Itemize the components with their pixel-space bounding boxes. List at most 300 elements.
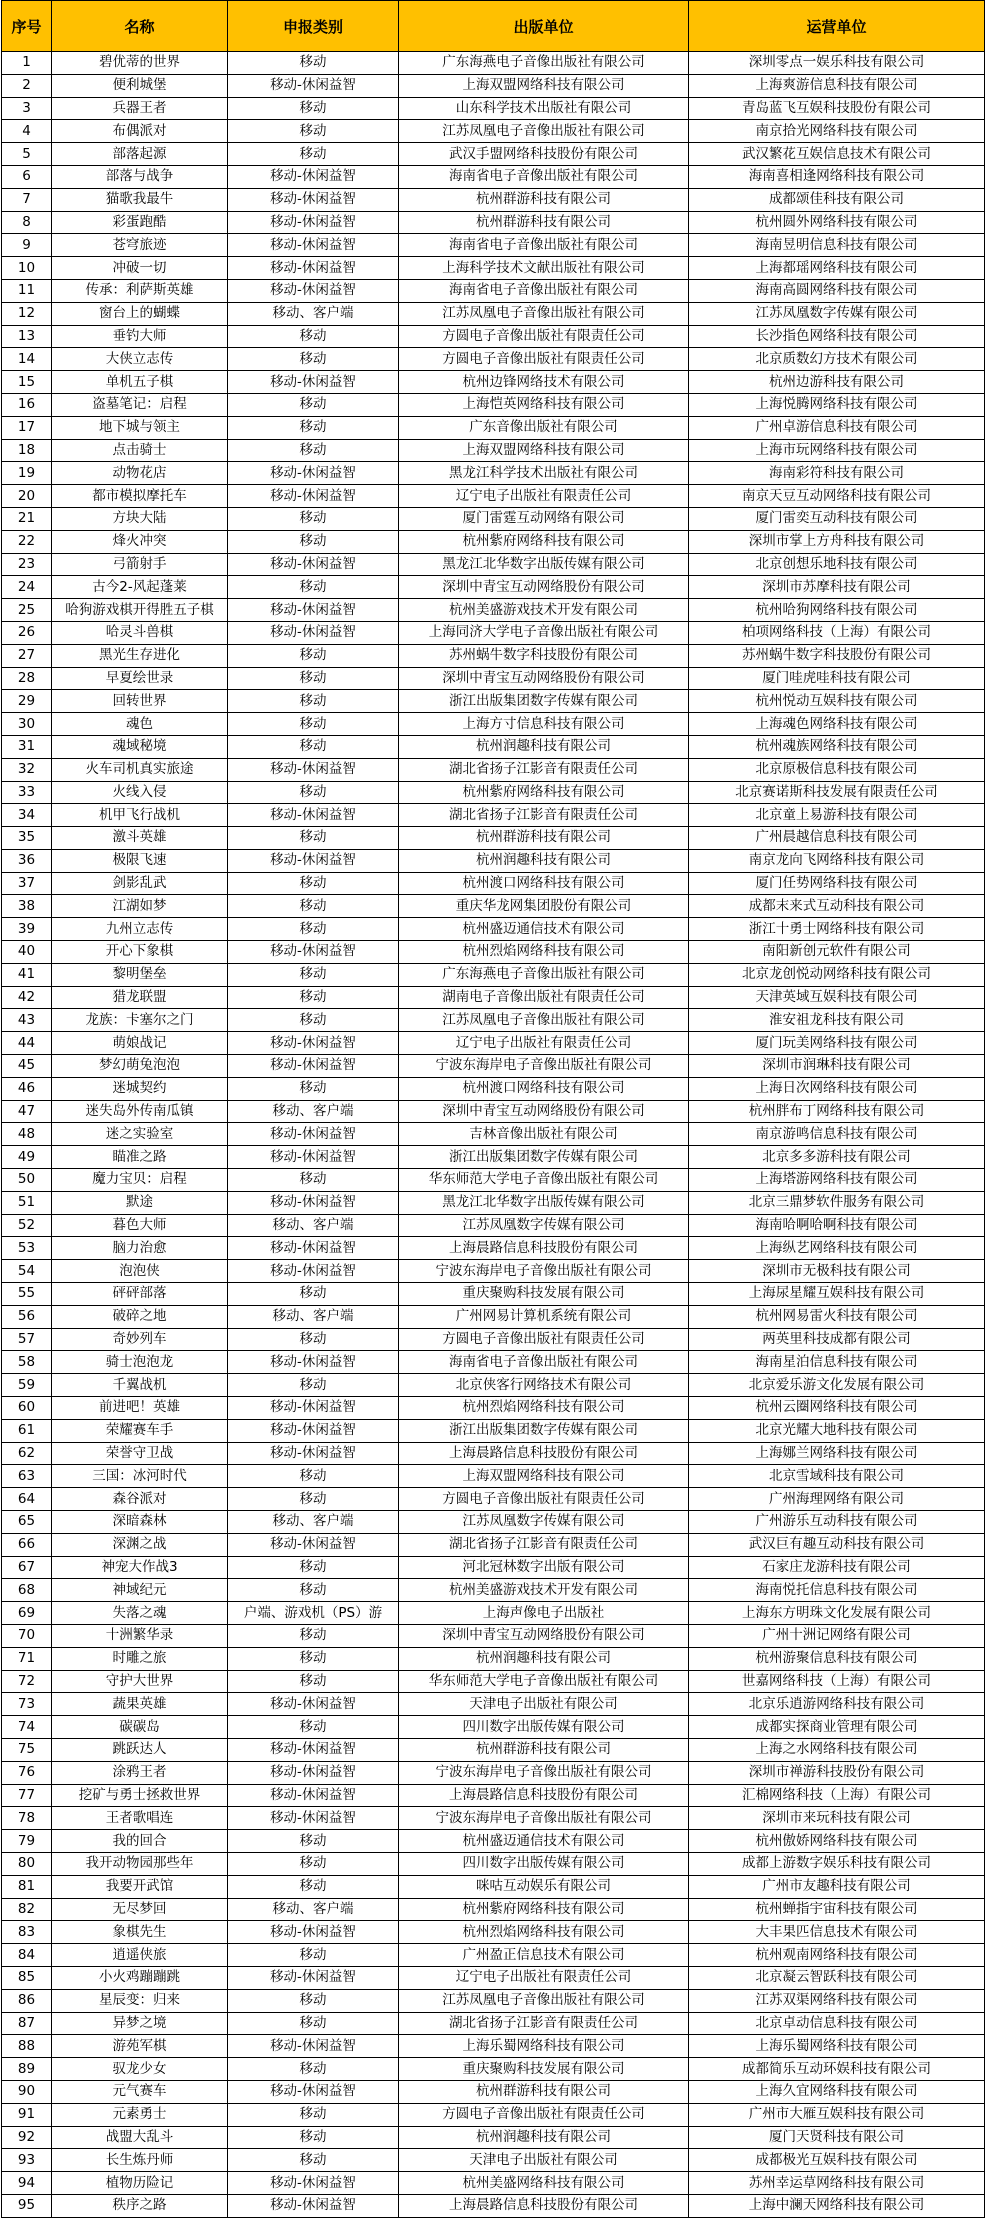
- cell-index: 49: [2, 1146, 52, 1169]
- cell-publisher: 湖北省扬子江影音有限责任公司: [399, 1533, 689, 1556]
- cell-operator: 北京龙创悦动网络科技有限公司: [689, 963, 985, 986]
- cell-category: 移动: [228, 1716, 399, 1739]
- cell-publisher: 杭州群游科技有限公司: [399, 2080, 689, 2103]
- table-row: [2, 1693, 985, 1716]
- table-row: [2, 1191, 985, 1214]
- table-row: [2, 257, 985, 280]
- cell-operator: 厦门任势网络科技有限公司: [689, 872, 985, 895]
- cell-publisher: 浙江出版集团数字传媒有限公司: [399, 1419, 689, 1442]
- table-row: [2, 2149, 985, 2172]
- cell-name: 荣誉守卫战: [52, 1442, 228, 1465]
- cell-index: 39: [2, 918, 52, 941]
- cell-publisher: 杭州烈焰网络科技有限公司: [399, 941, 689, 964]
- cell-publisher: 上海晨路信息科技股份有限公司: [399, 1237, 689, 1260]
- cell-index: 83: [2, 1921, 52, 1944]
- cell-operator: 海南喜相逢网络科技有限公司: [689, 165, 985, 188]
- cell-operator: 广州晨越信息科技有限公司: [689, 827, 985, 850]
- cell-operator: 上海娜兰网络科技有限公司: [689, 1442, 985, 1465]
- cell-name: 荣耀赛车手: [52, 1419, 228, 1442]
- table-row: [2, 1647, 985, 1670]
- cell-name: 回转世界: [52, 690, 228, 713]
- cell-publisher: 江苏凤凰数字传媒有限公司: [399, 1214, 689, 1237]
- cell-publisher: 方圆电子音像出版社有限责任公司: [399, 325, 689, 348]
- table-row: [2, 1784, 985, 1807]
- cell-index: 92: [2, 2126, 52, 2149]
- cell-index: 78: [2, 1807, 52, 1830]
- cell-name: 森谷派对: [52, 1488, 228, 1511]
- table-row: [2, 621, 985, 644]
- cell-index: 87: [2, 2012, 52, 2035]
- cell-name: 脑力治愈: [52, 1237, 228, 1260]
- cell-publisher: 江苏凤凰电子音像出版社有限公司: [399, 120, 689, 143]
- cell-operator: 上海尿星耀互娱科技有限公司: [689, 1283, 985, 1306]
- cell-index: 18: [2, 439, 52, 462]
- cell-name: 都市模拟摩托车: [52, 485, 228, 508]
- cell-name: 异梦之境: [52, 2012, 228, 2035]
- cell-name: 深暗森林: [52, 1511, 228, 1534]
- cell-name: 无尽梦回: [52, 1898, 228, 1921]
- cell-index: 34: [2, 804, 52, 827]
- table-row: [2, 1283, 985, 1306]
- cell-category: 移动-休闲益智: [228, 804, 399, 827]
- table-row: [2, 507, 985, 530]
- cell-index: 19: [2, 462, 52, 485]
- cell-operator: 海南昱明信息科技有限公司: [689, 234, 985, 257]
- table-row: [2, 2194, 985, 2217]
- cell-name: 动物花店: [52, 462, 228, 485]
- cell-category: 移动: [228, 644, 399, 667]
- cell-category: 移动: [228, 735, 399, 758]
- cell-publisher: 广东海燕电子音像出版社有限公司: [399, 963, 689, 986]
- table-row: [2, 1169, 985, 1192]
- cell-operator: 北京光耀大地科技有限公司: [689, 1419, 985, 1442]
- cell-publisher: 宁波东海岸电子音像出版社有限公司: [399, 1761, 689, 1784]
- table-row: [2, 735, 985, 758]
- table-row: [2, 804, 985, 827]
- table-row: [2, 2126, 985, 2149]
- cell-operator: 上海悦腾网络科技有限公司: [689, 393, 985, 416]
- cell-category: 移动: [228, 963, 399, 986]
- cell-operator: 青岛蓝飞互娱科技股份有限公司: [689, 97, 985, 120]
- cell-category: 移动: [228, 918, 399, 941]
- table-row: [2, 1214, 985, 1237]
- cell-index: 26: [2, 621, 52, 644]
- header-name: 名称: [52, 1, 228, 52]
- table-row: [2, 1442, 985, 1465]
- table-row: [2, 1716, 985, 1739]
- cell-category: 移动-休闲益智: [228, 1533, 399, 1556]
- table-row: [2, 416, 985, 439]
- cell-publisher: 宁波东海岸电子音像出版社有限公司: [399, 1260, 689, 1283]
- cell-name: 蔬果英雄: [52, 1693, 228, 1716]
- cell-operator: 上海市玩网络科技有限公司: [689, 439, 985, 462]
- cell-publisher: 杭州渡口网络科技有限公司: [399, 1077, 689, 1100]
- cell-name: 猎龙联盟: [52, 986, 228, 1009]
- cell-category: 移动-休闲益智: [228, 1351, 399, 1374]
- table-row: [2, 1419, 985, 1442]
- approval-table: [1, 0, 985, 2218]
- cell-operator: 上海之水网络科技有限公司: [689, 1738, 985, 1761]
- cell-operator: 北京童上易游科技有限公司: [689, 804, 985, 827]
- cell-name: 迷城契约: [52, 1077, 228, 1100]
- table-row: [2, 1898, 985, 1921]
- table-row: [2, 462, 985, 485]
- cell-index: 35: [2, 827, 52, 850]
- cell-name: 九州立志传: [52, 918, 228, 941]
- cell-name: 哈灵斗兽棋: [52, 621, 228, 644]
- cell-index: 52: [2, 1214, 52, 1237]
- table-row: [2, 439, 985, 462]
- cell-publisher: 四川数字出版传媒有限公司: [399, 1716, 689, 1739]
- cell-index: 46: [2, 1077, 52, 1100]
- cell-index: 72: [2, 1670, 52, 1693]
- cell-category: 移动-休闲益智: [228, 1055, 399, 1078]
- cell-publisher: 华东师范大学电子音像出版社有限公司: [399, 1169, 689, 1192]
- cell-operator: 杭州傲娇网络科技有限公司: [689, 1830, 985, 1853]
- cell-publisher: 杭州紫府网络科技有限公司: [399, 781, 689, 804]
- cell-operator: 深圳市来玩科技有限公司: [689, 1807, 985, 1830]
- table-row: [2, 1055, 985, 1078]
- cell-index: 64: [2, 1488, 52, 1511]
- cell-name: 骑士泡泡龙: [52, 1351, 228, 1374]
- table-header: [2, 1, 985, 52]
- cell-name: 布偶派对: [52, 120, 228, 143]
- cell-name: 暮色大师: [52, 1214, 228, 1237]
- cell-publisher: 辽宁电子出版社有限责任公司: [399, 485, 689, 508]
- cell-index: 88: [2, 2035, 52, 2058]
- cell-category: 移动-休闲益智: [228, 1419, 399, 1442]
- cell-publisher: 上海科学技术文献出版社有限公司: [399, 257, 689, 280]
- cell-publisher: 宁波东海岸电子音像出版社有限公司: [399, 1055, 689, 1078]
- cell-category: 移动-休闲益智: [228, 553, 399, 576]
- cell-publisher: 海南省电子音像出版社有限公司: [399, 165, 689, 188]
- cell-publisher: 宁波东海岸电子音像出版社有限公司: [399, 1807, 689, 1830]
- cell-category: 移动: [228, 1875, 399, 1898]
- cell-publisher: 上海乐蜀网络科技有限公司: [399, 2035, 689, 2058]
- cell-name: 部落起源: [52, 143, 228, 166]
- cell-name: 泡泡侠: [52, 1260, 228, 1283]
- table-row: [2, 1944, 985, 1967]
- cell-name: 深渊之战: [52, 1533, 228, 1556]
- table-row: [2, 97, 985, 120]
- table-row: [2, 1624, 985, 1647]
- cell-index: 89: [2, 2058, 52, 2081]
- cell-name: 元气赛车: [52, 2080, 228, 2103]
- cell-index: 37: [2, 872, 52, 895]
- table-row: [2, 74, 985, 97]
- cell-index: 65: [2, 1511, 52, 1534]
- cell-category: 移动-休闲益智: [228, 2080, 399, 2103]
- table-row: [2, 143, 985, 166]
- cell-category: 移动-休闲益智: [228, 1032, 399, 1055]
- cell-operator: 北京雪域科技有限公司: [689, 1465, 985, 1488]
- cell-name: 机甲飞行战机: [52, 804, 228, 827]
- cell-category: 移动-休闲益智: [228, 165, 399, 188]
- cell-category: 移动: [228, 827, 399, 850]
- cell-index: 75: [2, 1738, 52, 1761]
- cell-operator: 深圳市无极科技有限公司: [689, 1260, 985, 1283]
- cell-index: 31: [2, 735, 52, 758]
- cell-category: 移动: [228, 1077, 399, 1100]
- cell-operator: 广州海理网络有限公司: [689, 1488, 985, 1511]
- table-row: [2, 1533, 985, 1556]
- table-row: [2, 553, 985, 576]
- cell-publisher: 深圳中青宝互动网络股份有限公司: [399, 576, 689, 599]
- cell-name: 江湖如梦: [52, 895, 228, 918]
- cell-name: 秩序之路: [52, 2194, 228, 2217]
- cell-category: 移动-休闲益智: [228, 257, 399, 280]
- cell-operator: 厦门天贤科技有限公司: [689, 2126, 985, 2149]
- table-row: [2, 302, 985, 325]
- cell-category: 移动: [228, 1556, 399, 1579]
- cell-category: 移动: [228, 52, 399, 75]
- cell-publisher: 深圳中青宝互动网络股份有限公司: [399, 1100, 689, 1123]
- cell-publisher: 广州盈正信息技术有限公司: [399, 1944, 689, 1967]
- cell-index: 7: [2, 188, 52, 211]
- cell-publisher: 湖北省扬子江影音有限责任公司: [399, 804, 689, 827]
- table-row: [2, 530, 985, 553]
- cell-name: 火车司机真实旅途: [52, 758, 228, 781]
- cell-name: 游苑军棋: [52, 2035, 228, 2058]
- cell-category: 移动: [228, 325, 399, 348]
- table-row: [2, 644, 985, 667]
- table-row: [2, 667, 985, 690]
- cell-category: 移动-休闲益智: [228, 758, 399, 781]
- cell-name: 魂色: [52, 713, 228, 736]
- cell-index: 33: [2, 781, 52, 804]
- table-row: [2, 52, 985, 75]
- cell-name: 方块大陆: [52, 507, 228, 530]
- cell-publisher: 武汉手盟网络科技股份有限公司: [399, 143, 689, 166]
- cell-operator: 杭州网易雷火科技有限公司: [689, 1305, 985, 1328]
- cell-category: 移动: [228, 1374, 399, 1397]
- cell-name: 碳碳岛: [52, 1716, 228, 1739]
- cell-publisher: 浙江出版集团数字传媒有限公司: [399, 1146, 689, 1169]
- table-row: [2, 918, 985, 941]
- cell-operator: 广州卓游信息科技有限公司: [689, 416, 985, 439]
- cell-name: 跳跃达人: [52, 1738, 228, 1761]
- cell-publisher: 重庆聚购科技发展有限公司: [399, 1283, 689, 1306]
- cell-operator: 上海都瑶网络科技有限公司: [689, 257, 985, 280]
- cell-index: 57: [2, 1328, 52, 1351]
- cell-publisher: 杭州群游科技有限公司: [399, 188, 689, 211]
- table-row: [2, 1260, 985, 1283]
- cell-name: 点击骑士: [52, 439, 228, 462]
- cell-name: 千翼战机: [52, 1374, 228, 1397]
- table-row: [2, 1328, 985, 1351]
- cell-category: 移动-休闲益智: [228, 1807, 399, 1830]
- cell-name: 盗墓笔记：启程: [52, 393, 228, 416]
- cell-publisher: 江苏凤凰电子音像出版社有限公司: [399, 302, 689, 325]
- table-row: [2, 1397, 985, 1420]
- header-index: 序号: [2, 1, 52, 52]
- table-row: [2, 1123, 985, 1146]
- table-row: [2, 1374, 985, 1397]
- cell-category: 移动-休闲益智: [228, 234, 399, 257]
- cell-name: 长生炼丹师: [52, 2149, 228, 2172]
- cell-operator: 上海塔游网络科技有限公司: [689, 1169, 985, 1192]
- cell-name: 砰砰部落: [52, 1283, 228, 1306]
- header-category: 申报类别: [228, 1, 399, 52]
- table-row: [2, 1602, 985, 1625]
- cell-category: 移动: [228, 1488, 399, 1511]
- cell-category: 移动: [228, 713, 399, 736]
- table-row: [2, 690, 985, 713]
- cell-category: 户端、游戏机（PS）游: [228, 1602, 399, 1625]
- cell-operator: 杭州边游科技有限公司: [689, 371, 985, 394]
- cell-name: 我的回合: [52, 1830, 228, 1853]
- cell-operator: 成都简乐互动环娱科技有限公司: [689, 2058, 985, 2081]
- cell-name: 神宠大作战3: [52, 1556, 228, 1579]
- cell-publisher: 杭州润趣科技有限公司: [399, 1647, 689, 1670]
- cell-publisher: 上海双盟网络科技有限公司: [399, 1465, 689, 1488]
- cell-publisher: 湖北省扬子江影音有限责任公司: [399, 758, 689, 781]
- cell-publisher: 江苏凤凰电子音像出版社有限公司: [399, 1009, 689, 1032]
- cell-operator: 北京乐逍游网络科技有限公司: [689, 1693, 985, 1716]
- cell-publisher: 杭州盛迈通信技术有限公司: [399, 1830, 689, 1853]
- cell-publisher: 湖南电子音像出版社有限责任公司: [399, 986, 689, 1009]
- table-row: [2, 2172, 985, 2195]
- cell-operator: 石家庄龙游科技有限公司: [689, 1556, 985, 1579]
- cell-index: 86: [2, 1989, 52, 2012]
- table-row: [2, 279, 985, 302]
- table-row: [2, 872, 985, 895]
- cell-category: 移动: [228, 97, 399, 120]
- cell-index: 20: [2, 485, 52, 508]
- table-row: [2, 1032, 985, 1055]
- cell-publisher: 杭州烈焰网络科技有限公司: [399, 1921, 689, 1944]
- table-row: [2, 1921, 985, 1944]
- cell-index: 23: [2, 553, 52, 576]
- cell-name: 失落之魂: [52, 1602, 228, 1625]
- cell-operator: 深圳市掌上方舟科技有限公司: [689, 530, 985, 553]
- cell-category: 移动: [228, 439, 399, 462]
- cell-name: 元素勇士: [52, 2103, 228, 2126]
- cell-category: 移动、客户端: [228, 1511, 399, 1534]
- cell-category: 移动-休闲益智: [228, 1237, 399, 1260]
- cell-name: 魂域秘境: [52, 735, 228, 758]
- table-row: [2, 713, 985, 736]
- cell-index: 63: [2, 1465, 52, 1488]
- cell-index: 55: [2, 1283, 52, 1306]
- cell-publisher: 上海双盟网络科技有限公司: [399, 74, 689, 97]
- cell-publisher: 海南省电子音像出版社有限公司: [399, 234, 689, 257]
- cell-index: 38: [2, 895, 52, 918]
- table-row: [2, 1966, 985, 1989]
- cell-operator: 成都上游数字娱乐科技有限公司: [689, 1852, 985, 1875]
- cell-category: 移动、客户端: [228, 1898, 399, 1921]
- cell-category: 移动: [228, 1670, 399, 1693]
- cell-category: 移动: [228, 690, 399, 713]
- table-row: [2, 2012, 985, 2035]
- cell-publisher: 深圳中青宝互动网络股份有限公司: [399, 667, 689, 690]
- table-row: [2, 1146, 985, 1169]
- cell-publisher: 上海晨路信息科技股份有限公司: [399, 1442, 689, 1465]
- cell-index: 29: [2, 690, 52, 713]
- table-row: [2, 1237, 985, 1260]
- cell-publisher: 杭州群游科技有限公司: [399, 827, 689, 850]
- table-row: [2, 1305, 985, 1328]
- cell-name: 黑光生存进化: [52, 644, 228, 667]
- cell-publisher: 四川数字出版传媒有限公司: [399, 1852, 689, 1875]
- cell-publisher: 上海声像电子出版社: [399, 1602, 689, 1625]
- cell-index: 48: [2, 1123, 52, 1146]
- cell-category: 移动-休闲益智: [228, 1761, 399, 1784]
- table-row: [2, 599, 985, 622]
- cell-publisher: 杭州烈焰网络科技有限公司: [399, 1397, 689, 1420]
- cell-name: 激斗英雄: [52, 827, 228, 850]
- cell-category: 移动: [228, 781, 399, 804]
- cell-operator: 苏州幸运草网络科技有限公司: [689, 2172, 985, 2195]
- cell-name: 开心下象棋: [52, 941, 228, 964]
- cell-name: 单机五子棋: [52, 371, 228, 394]
- cell-category: 移动: [228, 1579, 399, 1602]
- cell-publisher: 海南省电子音像出版社有限公司: [399, 1351, 689, 1374]
- cell-name: 星辰变：归来: [52, 1989, 228, 2012]
- cell-index: 82: [2, 1898, 52, 1921]
- cell-category: 移动: [228, 2058, 399, 2081]
- cell-publisher: 杭州群游科技有限公司: [399, 1738, 689, 1761]
- cell-index: 73: [2, 1693, 52, 1716]
- cell-operator: 大丰果匹信息技术有限公司: [689, 1921, 985, 1944]
- cell-operator: 北京三鼎梦软件服务有限公司: [689, 1191, 985, 1214]
- cell-name: 猫歌我最牛: [52, 188, 228, 211]
- cell-operator: 北京赛诺斯科技发展有限责任公司: [689, 781, 985, 804]
- table-row: [2, 1852, 985, 1875]
- cell-publisher: 杭州紫府网络科技有限公司: [399, 1898, 689, 1921]
- cell-operator: 海南哈啊哈啊科技有限公司: [689, 1214, 985, 1237]
- cell-index: 62: [2, 1442, 52, 1465]
- cell-index: 76: [2, 1761, 52, 1784]
- cell-category: 移动: [228, 120, 399, 143]
- cell-index: 91: [2, 2103, 52, 2126]
- cell-operator: 广州市友趣科技有限公司: [689, 1875, 985, 1898]
- cell-operator: 上海纵艺网络科技有限公司: [689, 1237, 985, 1260]
- cell-index: 40: [2, 941, 52, 964]
- cell-operator: 厦门雷奕互动科技有限公司: [689, 507, 985, 530]
- cell-category: 移动: [228, 895, 399, 918]
- cell-index: 6: [2, 165, 52, 188]
- cell-index: 59: [2, 1374, 52, 1397]
- cell-category: 移动-休闲益智: [228, 188, 399, 211]
- cell-name: 兵器王者: [52, 97, 228, 120]
- cell-name: 冲破一切: [52, 257, 228, 280]
- cell-publisher: 江苏凤凰电子音像出版社有限公司: [399, 1989, 689, 2012]
- table-row: [2, 941, 985, 964]
- table-row: [2, 165, 985, 188]
- cell-publisher: 上海晨路信息科技股份有限公司: [399, 2194, 689, 2217]
- cell-name: 垂钓大师: [52, 325, 228, 348]
- cell-category: 移动-休闲益智: [228, 1397, 399, 1420]
- cell-index: 70: [2, 1624, 52, 1647]
- cell-index: 85: [2, 1966, 52, 1989]
- cell-operator: 广州十洲记网络有限公司: [689, 1624, 985, 1647]
- cell-index: 14: [2, 348, 52, 371]
- table-row: [2, 827, 985, 850]
- cell-category: 移动、客户端: [228, 1100, 399, 1123]
- cell-publisher: 咪咕互动娱乐有限公司: [399, 1875, 689, 1898]
- cell-publisher: 黑龙江北华数字出版传媒有限公司: [399, 1191, 689, 1214]
- table-row: [2, 2103, 985, 2126]
- cell-category: 移动: [228, 348, 399, 371]
- table-row: [2, 2035, 985, 2058]
- table-row: [2, 485, 985, 508]
- cell-operator: 杭州观南网络科技有限公司: [689, 1944, 985, 1967]
- cell-name: 十洲繁华录: [52, 1624, 228, 1647]
- cell-category: 移动-休闲益智: [228, 74, 399, 97]
- cell-index: 22: [2, 530, 52, 553]
- cell-publisher: 黑龙江科学技术出版社有限公司: [399, 462, 689, 485]
